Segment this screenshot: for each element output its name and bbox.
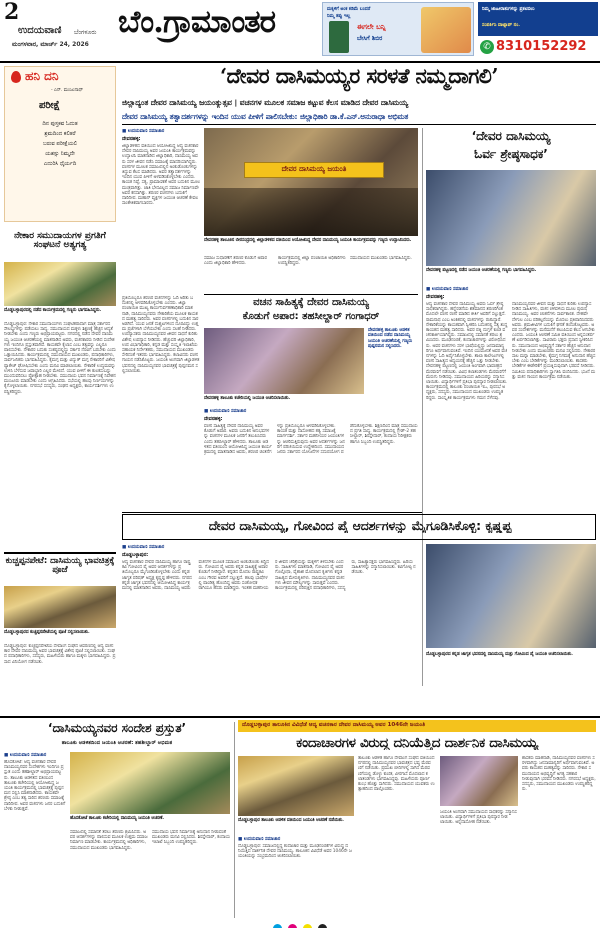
bottom-right-body-col3: ಜಯಂತಿ ಅಂಗವಾಗಿ ಸಮುದಾಯದ ಸಾಧಕರನ್ನು ಸನ್ಮಾನಿಸಲಾಯಿತು. ವಿದ್ಯಾರ್ಥಿಗಳಿಗೆ ಪ್ರತಿಭಾ ಪುರಸ್ಕಾರ ನೀಡಲಾಯಿತು. ಅನ್ನದಾಸೋಹ ನಡೆಯಿತು. [440,810,517,826]
ad-camp-line1: ಮಕ್ಕಳಿಗೆ ಅಂಕ ಕಡಿಮೆ ಬಂದರೆ [327,7,371,12]
poem-line-4: ಯಶಸ್ಸು ನಿಮ್ಮದೇ [45,151,75,157]
bottom-left-caption: ಹೊಸಕೋಟೆ ತಾಲೂಕು ಕಚೇರಿಯಲ್ಲಿ ದಾಸಿಮಯ್ಯ ಜಯಂತಿ ಆಚರಣೆ. [70,816,165,821]
story-right-headline-1: ‘ದೇವರ ದಾಸಿಮಯ್ಯ [471,129,551,143]
lead-body-col3: ಕಾರ್ಯಕ್ರಮದಲ್ಲಿ ಜಿಲ್ಲಾ ಪಂಚಾಯಿತಿ ಅಧಿಕಾರಿಗಳು ಉಪಸ್ಥಿತರಿದ್ದರು. [278,256,346,267]
poem-line-2: ಶ್ರಮದಿಂದ ಕಲಿತರೆ [44,131,76,137]
bottom-left-body-col3: ಸಮುದಾಯ ಭವನ ನಿರ್ಮಾಣಕ್ಕೆ ಅನುದಾನ ನೀಡುವಂತೆ ಮುಖಂಡರು ಮನವಿ ಸಲ್ಲಿಸಿದರು. ಶಿರಸ್ತೇದಾರ್, ಕಂದಾಯ ಇಲಾಖೆ ಸಿಬ್ಬಂದಿ ಉಪಸ್ಥಿತರಿದ್ದರು. [152,830,230,846]
lead-headline: ‘ದೇವರ ದಾಸಿಮಯ್ಯರ ಸರಳತೆ ನಮ್ಮದಾಗಲಿ’ [219,64,498,88]
hani-dani-box [4,66,116,222]
lead-photo-stage [204,188,418,236]
masthead-ad-camp [322,2,474,56]
ad-whatsapp-line2: ಸಂಪರ್ಕಿಸಿ ವಾಟ್ಸಾಪ್ ನಂ. [482,23,520,28]
bottom-right-kicker: ದೊಡ್ಡಬಳ್ಳಾಪುರ ತಾಲೂಕಿನ ವಿವಿಧೆಡೆ ಆದ್ಯ ವಚನಕಾರ ದೇವರ ದಾಸಿಮಯ್ಯ ಅವರ 1046ನೇ ಜಯಂತಿ [242,722,426,728]
krishnappa-headline-box [122,514,596,540]
poem-line-1: ದಿನ ಪುಸ್ತಕವ ಓದುತ [42,121,78,127]
bottom-right-body-col4: ಶಾಸಕರು ಮಾತನಾಡಿ, ದಾಸಿಮಯ್ಯನವರ ವಚನಗಳು ಸರಳವಾಗಿದ್ದು ಜನಸಾಮಾನ್ಯರಿಗೆ ಅರ್ಥವಾಗುವಂತಿವೆ. ಅವರು ಕಾಯಕದ ಮಹತ್ವವನ್ನು ಸಾರಿದರು. ನೇಕಾರ ಸಮುದಾಯದ ಅಭಿವೃದ್ಧಿಗೆ ಅಗತ್ಯ ಸಹಕಾರ ನೀಡುವುದಾಗಿ ಭರವಸೆ ನೀಡಿದರು. ನಗರಸಭೆ ಅಧ್ಯಕ್ಷರು, ಸದಸ್ಯರು, ಸಮುದಾಯದ ಮುಖಂಡರು ಉಪಸ್ಥಿತರಿದ್ದರು. [522,756,596,793]
poem-title: ಪರೀಕ್ಷೆ [39,100,61,111]
story-mid-headline-1: ವಚನ ಸಾಹಿತ್ಯಕ್ಕೆ ದೇವರ ದಾಸಿಮಯ್ಯ [253,297,369,308]
bottom-band-rule [0,716,600,718]
bottom-right-kicker-bar [238,720,596,732]
ad-camp-tagline2: ಬೇಸಿಗೆ ಶಿಬಿರ [357,35,383,42]
krishnappa-dateline: ದೊಡ್ಡಬಳ್ಳಾಪುರ: [122,553,149,558]
story-right-photo [426,170,596,266]
story-right-dateline: ದೇವನಹಳ್ಳಿ: [426,295,445,300]
lead-byline: ■ ಉದಯವಾಣಿ ಸಮಾಚಾರ [122,129,165,134]
bottom-divider [234,722,235,918]
lead-subhead-rule [122,124,596,125]
reg-mark-yellow [303,924,312,928]
bottom-right-photo [238,756,354,816]
story-right-headline-2: ಓರ್ವ ಶ್ರೇಷ್ಠಸಾಧಕ’ [474,147,548,161]
lead-dateline: ದೇವನಹಳ್ಳಿ: [122,137,141,142]
reg-mark-magenta [288,924,297,928]
ad-camp-tagline1: ಈಗಲೇ ಬನ್ನಿ [357,23,386,31]
page-number: 2 [4,0,20,25]
mid-story-top-rule [204,294,418,295]
story1-headline: ನೇಕಾರ ಸಮುದಾಯಗಳ ಪ್ರಗತಿಗೆ ಸಂಘಟನೆ ಅತ್ಯಗತ್ಯ [14,231,106,251]
story2-headline-box [4,552,116,582]
story1-caption: ದೊಡ್ಡಬಳ್ಳಾಪುರದಲ್ಲಿ ನಡೆದ ಕಾರ್ಯಕ್ರಮದಲ್ಲಿ ಗಣ್ಯರು ಭಾಗವಹಿಸಿದ್ದರು. [4,308,102,313]
lead-photo-banner [244,162,384,178]
lead-photo-caption: ದೇವನಹಳ್ಳಿ ತಾಲೂಕಿನ ಬೀರಸಂದ್ರದಲ್ಲಿ ಜಿಲ್ಲಾಡಳಿತದ ವತಿಯಿಂದ ಆಯೋಜಿಸಿದ್ದ ದೇವರ ದಾಸಿಮಯ್ಯ ಜಯಂತಿ ಕಾರ್ಯಕ್ರಮವನ್ನು ಗಣ್ಯರು ಉದ್ಘಾಟಿಸಿದರು. [204,238,412,243]
masthead-divider [0,61,600,63]
paper-name: ಉದಯವಾಣಿ [18,25,62,36]
bottom-right-headline: ಕಂದಾಚಾರಗಳ ವಿರುದ್ಧ ದನಿಯೆತ್ತಿದ ದಾರ್ಶನಿಕ ದಾಸಿಮಯ್ಯ [296,736,538,751]
lead-subhead2: ದೇವರ ದಾಸಿಮಯ್ಯ ತತ್ವಾದರ್ಶಗಳನ್ನು ಇಂದಿನ ಯುವ ಪೀಳಿಗೆ ಪಾಲಿಸಬೇಕು: ಜಿಲ್ಲಾಧಿಕಾರಿ ಡಾ.ಕೆ.ಎನ್.ಅನುರಾಧಾ ಅಭಿಮತ [122,112,409,121]
ad-camp-photo [421,7,471,53]
masthead [0,0,600,62]
ad-camp-phone-graphic [329,21,349,53]
bottom-right-photo-2 [440,756,518,806]
krishnappa-headline: ದೇವರ ದಾಸಿಮಯ್ಯ, ಗೋವಿಂದ ಪೈ ಆದರ್ಶಗಳನ್ನು ಮೈಗೂಡಿಸಿಕೊಳ್ಳಿ: ಕೃಷ್ಣಪ್ಪ [208,520,512,533]
section-title: ಬೆಂ.ಗ್ರಾಮಾಂತರ [118,4,276,40]
hani-dani-logo: ಹನಿ ದನಿ [25,69,59,83]
bottom-right-byline: ■ ಉದಯವಾಣಿ ಸಮಾಚಾರ [238,837,281,842]
reg-mark-cyan [273,924,282,928]
ad-camp-line2: ನಿಮ್ಮ ತಪ್ಪು ಇಲ್ಲ [327,14,351,19]
masthead-date: ಮಂಗಳವಾರ, ಮಾರ್ಚ್ 24, 2026 [12,41,89,48]
bottom-left-byline: ■ ಉದಯವಾಣಿ ಸಮಾಚಾರ [4,753,47,758]
story-mid-photo [204,328,364,394]
krishnappa-body: ಆದ್ಯ ವಚನಕಾರ ದೇವರ ದಾಸಿಮಯ್ಯ ಹಾಗೂ ರಾಷ್ಟ್ರಕವಿ ಗೋವಿಂದ ಪೈ ಅವರ ಆದರ್ಶಗಳನ್ನು ಪ್ರತಿಯೊಬ್ಬರೂ ಮೈಗೂಡಿಸಿಕೊಳ್ಳಬೇಕು ಎಂದು ಕನ್ನಡ ಜಾಗೃತ ಪರಿಷತ್ ಅಧ್ಯಕ್ಷ ಕೃಷ್ಣಪ್ಪ ಹೇಳಿದರು. ನಗರದ ಕನ್ನಡ ಜಾಗೃತ ಭವನದಲ್ಲಿ ಆಯೋಜಿಸಿದ್ದ ಕಾರ್ಯಕ್ರಮದಲ್ಲಿ ಮಾತನಾಡಿದ ಅವರು, ದಾಸಿಮಯ್ಯ ಅವರು ವಚನಗಳ ಮೂಲಕ ಸಮಾಜದ ಅಂಕುಡೊಂಕು ತಿದ್ದಿದರು. ಗೋವಿಂದ ಪೈ ಅವರು ಕನ್ನಡ ಸಾಹಿತ್ಯಕ್ಕೆ ಅಪಾರ ಕೊಡುಗೆ ನೀಡಿದ್ದಾರೆ. ಕನ್ನಡದ ಮೊದಲ ರಾಷ್ಟ್ರಕವಿ ಎಂಬ ಗೌರವ ಅವರಿಗೆ ಸಲ್ಲುತ್ತದೆ. ಹಲವು ಭಾಷೆಗಳಲ್ಲಿ ಪಾಂಡಿತ್ಯ ಹೊಂದಿದ್ದ ಅವರು ಸಂಶೋಧಕರಾಗಿಯೂ ಹೆಸರು ಮಾಡಿದ್ದರು. ಇಂತಹ ಮಹನೀಯರ ಜೀವನ ಚರಿತ್ರೆಯನ್ನು ಮಕ್ಕಳಿಗೆ ತಿಳಿಸಬೇಕು ಎಂದರು. ಸಾಹಿತಿಗಳು ಮಾತನಾಡಿ, ಗೋವಿಂದ ಪೈ ಅವರ ಗೊಲ್ಗೊಥಾ, ವೈಶಾಖಿ ಮೊದಲಾದ ಕೃತಿಗಳು ಕನ್ನಡ ಸಾಹಿತ್ಯದ ಮೇರುಕೃತಿಗಳು. ದಾಸಿಮಯ್ಯನವರ ವಚನಗಳು ಜೀವನ ಮೌಲ್ಯಗಳನ್ನು ಸಾರುತ್ತವೆ ಎಂದರು. ಕಾರ್ಯಕ್ರಮದಲ್ಲಿ ಪರಿಷತ್ತಿನ ಪದಾಧಿಕಾರಿಗಳು, ಸದಸ್ಯರು, ಸಾಹಿತ್ಯಾಸಕ್ತರು ಭಾಗವಹಿಸಿದ್ದರು. ಹಿರಿಯ ಸಾಹಿತಿಗಳನ್ನು ಸನ್ಮಾನಿಸಲಾಯಿತು. ಕವಿಗೋಷ್ಠಿ ನಡೆಯಿತು. [122,560,416,592]
ad-whatsapp-line1: ನಿಮ್ಮ ಜಾಹೀರಾತುಗಳನ್ನು ಪ್ರಕಟಿಸಲು [482,7,535,12]
story2-caption: ದೊಡ್ಡಬಳ್ಳಾಪುರದ ಕುಚ್ಚಪ್ಪನಪೇಟೆಯಲ್ಲಿ ಪೂಜೆ ಸಲ್ಲಿಸಲಾಯಿತು. [4,630,90,635]
poem-line-5: ಎದುರಿಸಿ ಧೈರ್ಯದಿ [43,161,77,167]
story1-photo [4,262,116,306]
story2-body: ದೊಡ್ಡಬಳ್ಳಾಪುರ: ಕುಚ್ಚಪ್ಪನಪೇಟೆಯ ದೇವಾಂಗ ಸಂಘದ ಆವರಣದಲ್ಲಿ ಆದ್ಯ ವಚನಕಾರ ದೇವರ ದಾಸಿಮಯ್ಯ ಅವರ ಭಾವಚಿತ್ರಕ್ಕೆ ವಿಶೇಷ ಪೂಜೆ ಸಲ್ಲಿಸಲಾಯಿತು. ಸಂಘದ ಪದಾಧಿಕಾರಿಗಳು, ಸದಸ್ಯರು, ಮಹಿಳೆಯರು ಹಾಗೂ ಮಕ್ಕಳು ಭಾಗವಹಿಸಿದ್ದರು. ಪ್ರಸಾದ ವಿನಿಯೋಗ ನಡೆಯಿತು. [4,644,116,665]
ad-whatsapp-top [478,2,598,36]
krishnappa-photo [426,544,596,648]
hani-dani-logo-icon [11,71,21,83]
ad-whatsapp-phone: 8310152292 [496,39,587,54]
bottom-left-subhead: ತಾಲೂಕು ಆಡಳಿತದಿಂದ ಜಯಂತಿ ಆಚರಣೆ: ತಹಶೀಲ್ದಾರ್ ಅಭಿಮತ [61,740,173,746]
story-mid-side-text: ದೇವನಹಳ್ಳಿ ತಾಲೂಕು ಆಡಳಿತ ವತಿಯಿಂದ ನಡೆದ ದಾಸಿಮಯ್ಯ ಜಯಂತಿ ಆಚರಣೆಯಲ್ಲಿ ಗಣ್ಯರು ಪುಷ್ಪನಮನ ಸಲ್ಲಿಸಿದರು. [368,328,413,350]
lead-body-col1: ಜಿಲ್ಲಾಡಳಿತದ ವತಿಯಿಂದ ಆಯೋಜಿಸಿದ್ದ ಆದ್ಯ ವಚನಕಾರ ದೇವರ ದಾಸಿಮಯ್ಯ ಅವರ ಜಯಂತಿ ಕಾರ್ಯಕ್ರಮವನ್ನು ಉದ್ಘಾಟಿಸಿ ಮಾತನಾಡಿದ ಜಿಲ್ಲಾಧಿಕಾರಿ, ದಾಸಿಮಯ್ಯ ಅವರು ಸರಳ ಜೀವನ ನಡೆಸಿ ಸಮಾಜಕ್ಕೆ ಮಾದರಿಯಾಗಿದ್ದರು. ವಚನಗಳ ಮೂಲಕ ಸಮಾಜದಲ್ಲಿನ ಅಂಕುಡೊಂಕುಗಳನ್ನು ತಿದ್ದುವ ಕೆಲಸ ಮಾಡಿದರು. ಅವರ ತತ್ವಾದರ್ಶಗಳನ್ನು ಇಂದಿನ ಯುವ ಪೀಳಿಗೆ ಅಳವಡಿಸಿಕೊಳ್ಳಬೇಕು ಎಂದರು. ಕಾಯಕ ನಿಷ್ಠೆ, ಸತ್ಯ, ಪ್ರಾಮಾಣಿಕತೆ ಅವರ ಬದುಕಿನ ಮೂಲ ಮಂತ್ರವಾಗಿತ್ತು. ಜಾತಿ ಭೇದವಿಲ್ಲದ ಸಮಾಜ ನಿರ್ಮಾಣವೇ ಅವರ ಕನಸಾಗಿತ್ತು. ಶರಣರ ವಚನಗಳು ಬದುಕಿಗೆ ದಾರಿದೀಪ. ಮಹಾನ್ ವ್ಯಕ್ತಿಗಳ ಜಯಂತಿ ಆಚರಣೆ ಕೇವಲ ಸಾಂಕೇತಿಕವಾಗಬಾರದು. [122,144,200,207]
krishnappa-top-rule [122,512,422,513]
bottom-right-caption: ದೊಡ್ಡಬಳ್ಳಾಪುರ ತಾಲೂಕು ಆಡಳಿತ ವತಿಯಿಂದ ಜಯಂತಿ ಆಚರಣೆ ನಡೆಯಿತು. [238,818,344,823]
reg-mark-black [318,924,327,928]
bottom-left-body-col2: ಸಮಾಜದಲ್ಲಿ ಸಮಾನತೆ ತರಲು ಶರಣರು ಶ್ರಮಿಸಿದರು. ಅವರ ಆದರ್ಶಗಳನ್ನು ಪಾಲಿಸುವ ಮೂಲಕ ಉತ್ತಮ ಸಮಾಜ ನಿರ್ಮಾಣ ಮಾಡಬೇಕು. ಕಾರ್ಯಕ್ರಮದಲ್ಲಿ ಅಧಿಕಾರಿಗಳು, ಸಮುದಾಯದ ಮುಖಂಡರು ಭಾಗವಹಿಸಿದ್ದರು. [70,830,148,851]
lead-body-continued: ಪ್ರತಿಯೊಬ್ಬರೂ ಶರಣರ ವಚನಗಳನ್ನು ಓದಿ ಅರಿತು ಬದುಕಿನಲ್ಲಿ ಅಳವಡಿಸಿಕೊಳ್ಳಬೇಕು ಎಂದರು. ಜಿಲ್ಲಾ ಪಂಚಾಯಿತಿ ಮುಖ್ಯ ಕಾರ್ಯನಿರ್ವಹಣಾಧಿಕಾರಿ ಮಾತನಾಡಿ, ದಾಸಿಮಯ್ಯನವರು ನೇಕಾರಿಕೆಯ ಮೂಲಕ ಕಾಯಕದ ಮಹತ್ವ ಸಾರಿದರು. ಅವರ ವಚನಗಳಲ್ಲಿ ಬದುಕಿನ ಸಾರ ಅಡಗಿದೆ. ಯುವ ಜನತೆ ದುಶ್ಚಟಗಳಿಂದ ದೂರವಿದ್ದು ಉತ್ತಮ ಪ್ರಜೆಗಳಾಗಿ ಬೆಳೆಯಬೇಕು ಎಂದು ಸಲಹೆ ನೀಡಿದರು. ಉಪನ್ಯಾಸಕರು ದಾಸಿಮಯ್ಯನವರ ಜೀವನ ಸಾಧನೆ ಕುರಿತು ವಿಶೇಷ ಉಪನ್ಯಾಸ ನೀಡಿದರು. ಹೆಚ್ಚುವರಿ ಜಿಲ್ಲಾಧಿಕಾರಿ, ಉಪ ವಿಭಾಗಾಧಿಕಾರಿ, ಕನ್ನಡ ಮತ್ತು ಸಂಸ್ಕೃತಿ ಇಲಾಖೆಯ ಸಹಾಯಕ ನಿರ್ದೇಶಕರು, ಸಮುದಾಯದ ಮುಖಂಡರು ಸೇರಿದಂತೆ ಇತರರು ಭಾಗವಹಿಸಿದ್ದರು. ಕಲಾವಿದರು ವಚನ ಗಾಯನ ನಡೆಸಿಕೊಟ್ಟರು. ಜಯಂತಿ ಅಂಗವಾಗಿ ಜಿಲ್ಲಾಡಳಿತ ಭವನದಲ್ಲಿ ದಾಸಿಮಯ್ಯನವರ ಭಾವಚಿತ್ರಕ್ಕೆ ಪುಷ್ಪನಮನ ಸಲ್ಲಿಸಲಾಯಿತು. [122,296,200,374]
bottom-left-body-col1: ಹೊಸಕೋಟೆ: ಆದ್ಯ ವಚನಕಾರ ದೇವರ ದಾಸಿಮಯ್ಯನವರ ಸಂದೇಶಗಳು ಇಂದಿಗೂ ಪ್ರಸ್ತುತ ಎಂದು ತಹಶೀಲ್ದಾರ್ ಅಭಿಪ್ರಾಯಪಟ್ಟರು. ತಾಲೂಕು ಆಡಳಿತದ ವತಿಯಿಂದ ತಾಲೂಕು ಕಚೇರಿಯಲ್ಲಿ ಆಯೋಜಿಸಿದ್ದ ಜಯಂತಿ ಕಾರ್ಯಕ್ರಮದಲ್ಲಿ ಭಾವಚಿತ್ರಕ್ಕೆ ಪುಷ್ಪನಮನ ಸಲ್ಲಿಸಿ ಮಾತನಾಡಿದರು. ಕಾಯಕವೇ ಶ್ರೇಷ್ಠ ಎಂಬ ತತ್ವ ಸಾರಿದ ಶರಣರು ಸಮಾಜಕ್ಕೆ ದಾರಿದೀಪ. ಅವರ ವಚನಗಳು ಜನರ ಬದುಕಿಗೆ ಬೆಳಕು ನೀಡುತ್ತವೆ. [4,760,66,812]
krishnappa-caption: ದೊಡ್ಡಬಳ್ಳಾಪುರದ ಕನ್ನಡ ಜಾಗೃತ ಭವನದಲ್ಲಿ ದಾಸಿಮಯ್ಯ ಮತ್ತು ಗೋವಿಂದ ಪೈ ಜಯಂತಿ ಆಚರಿಸಲಾಯಿತು. [426,652,573,657]
bottom-right-body-col2: ತಾಲೂಕು ಆಡಳಿತ ಹಾಗೂ ದೇವಾಂಗ ಸಂಘದ ವತಿಯಿಂದ ನಗರದಲ್ಲಿ ದಾಸಿಮಯ್ಯನವರ ಭಾವಚಿತ್ರದ ಭವ್ಯ ಮೆರವಣಿಗೆ ನಡೆಯಿತು. ಪ್ರಮುಖ ಬೀದಿಗಳಲ್ಲಿ ಸಾಗಿದ ಮೆರವಣಿಗೆಯಲ್ಲಿ ಡೊಳ್ಳು ಕುಣಿತ, ವೀರಗಾಸೆ ಮೊದಲಾದ ಕಲಾತಂಡಗಳು ಭಾಗವಹಿಸಿದ್ದವು. ಮಹಿಳೆಯರು ಪೂರ್ಣಕುಂಭ ಹೊತ್ತು ಸಾಗಿದರು. ಸಮುದಾಯದ ಯುವಕರು ಉತ್ಸಾಹದಿಂದ ಪಾಲ್ಗೊಂಡರು. [358,756,435,793]
lead-body-col4: ಸಮುದಾಯದ ಮುಖಂಡರು ಭಾಗವಹಿಸಿದ್ದರು. [350,256,412,261]
whatsapp-icon: ✆ [480,40,494,54]
poem-line-3: ಬರುವ ಪರೀಕ್ಷೆಯಲಿ [43,141,77,147]
right-column-divider [422,128,423,686]
story-mid-dateline: ದೇವನಹಳ್ಳಿ: [204,417,223,422]
story-right-caption: ದೇವನಹಳ್ಳಿ ಪಟ್ಟಣದಲ್ಲಿ ನಡೆದ ಜಯಂತಿ ಆಚರಣೆಯಲ್ಲಿ ಗಣ್ಯರು ಭಾಗವಹಿಸಿದ್ದರು. [426,268,537,273]
hani-dani-author: - ಎನ್. ಮಂಜುನಾಥ್ [51,88,83,93]
story-mid-headline-2: ಕೊಡುಗೆ ಅಪಾರ: ತಹಸೀಲ್ದಾರ್ ಗಂಗಾಧರ್ [242,311,380,322]
masthead-city: ಬೆಂಗಳೂರು [74,29,97,36]
story-mid-caption: ದೇವನಹಳ್ಳಿ ತಾಲೂಕು ಕಚೇರಿಯಲ್ಲಿ ಜಯಂತಿ ಆಚರಿಸಲಾಯಿತು. [204,396,291,401]
lead-body-col2: ಸಮಾಜ ಸುಧಾರಣೆಗೆ ಶರಣರ ಕೊಡುಗೆ ಅಪಾರ ಎಂದು ಜಿಲ್ಲಾಧಿಕಾರಿ ಹೇಳಿದರು. [204,256,267,267]
story1-body: ದೊಡ್ಡಬಳ್ಳಾಪುರ: ನೇಕಾರ ಸಮುದಾಯಗಳು ಸಂಘಟಿತರಾದಾಗ ಮಾತ್ರ ಸರ್ಕಾರದ ಸೌಲಭ್ಯಗಳನ್ನು ಪಡೆಯಲು ಸಾಧ್ಯ. ಸಮುದಾಯದ ಮಕ್ಕಳು ಶಿಕ್ಷಣಕ್ಕೆ ಹೆಚ್ಚಿನ ಆದ್ಯತೆ ನೀಡಬೇಕು ಎಂದು ಗಣ್ಯರು ಅಭಿಪ್ರಾಯಪಟ್ಟರು. ನಗರದಲ್ಲಿ ನಡೆದ ದೇವರ ದಾಸಿಮಯ್ಯ ಜಯಂತಿ ಆಚರಣೆಯಲ್ಲಿ ಮಾತನಾಡಿದ ಅವರು, ವಚನಕಾರರು ನೀಡಿದ ಸಂದೇಶಗಳು ಇಂದಿಗೂ ಪ್ರಸ್ತುತವಾಗಿವೆ. ಕಾಯಕವೇ ಕೈಲಾಸ ಎಂಬ ತತ್ವವನ್ನು ಎಲ್ಲರೂ ಪಾಲಿಸಬೇಕು. ನೇಕಾರರ ಬದುಕು ಸಂಕಷ್ಟದಲ್ಲಿದ್ದು ಸರ್ಕಾರ ನೆರವಿಗೆ ಬರಬೇಕು ಎಂದು ಒತ್ತಾಯಿಸಿದರು. ಕಾರ್ಯಕ್ರಮದಲ್ಲಿ ಸಮುದಾಯದ ಮುಖಂಡರು, ಪದಾಧಿಕಾರಿಗಳು, ಸಾರ್ವಜನಿಕರು ಭಾಗವಹಿಸಿದ್ದರು. ಕೈಮಗ್ಗ ಮತ್ತು ವಿದ್ಯುತ್ ಮಗ್ಗ ನೇಕಾರರಿಗೆ ವಿಶೇಷ ಪ್ಯಾಕೇಜ್ ಘೋಷಿಸಬೇಕು ಎಂದು ಮನವಿ ಮಾಡಲಾಯಿತು. ನೇಕಾರಿಕೆ ಉದ್ಯಮವನ್ನು ಉಳಿಸಿ ಬೆಳೆಸುವ ಜವಾಬ್ದಾರಿ ಎಲ್ಲರ ಮೇಲಿದೆ. ಯುವ ಪೀಳಿಗೆ ಈ ಕುಲಕಸುಬನ್ನು ಮುಂದುವರಿಸಲು ಪ್ರೋತ್ಸಾಹ ನೀಡಬೇಕು. ಸಮುದಾಯ ಭವನ ನಿರ್ಮಾಣಕ್ಕೆ ನಿವೇಶನ ಮಂಜೂರು ಮಾಡಬೇಕು ಎಂದು ಆಗ್ರಹಿಸಿದರು. ಸಭೆಯಲ್ಲಿ ಹಲವು ನಿರ್ಣಯಗಳನ್ನು ಕೈಗೊಳ್ಳಲಾಯಿತು. ನಗರಸಭೆ ಸದಸ್ಯರು, ಸಂಘದ ಅಧ್ಯಕ್ಷರು, ಕಾರ್ಯದರ್ಶಿಗಳು ಉಪಸ್ಥಿತರಿದ್ದರು. [4,322,116,395]
krishnappa-byline: ■ ಉದಯವಾಣಿ ಸಮಾಚಾರ [122,545,165,550]
lead-photo [204,128,418,236]
bottom-left-headline: ‘ದಾಸಿಮಯ್ಯನವರ ಸಂದೇಶ ಪ್ರಸ್ತುತ’ [47,721,187,735]
registration-marks [0,918,600,928]
story-mid-byline: ■ ಉದಯವಾಣಿ ಸಮಾಚಾರ [204,409,247,414]
bottom-left-photo [70,752,230,814]
bottom-right-body-col1: ದೊಡ್ಡಬಳ್ಳಾಪುರ: ಸಮಾಜದಲ್ಲಿದ್ದ ಕಂದಾಚಾರ ಮತ್ತು ಮೂಢನಂಬಿಕೆಗಳ ವಿರುದ್ಧ ದನಿಯೆತ್ತಿದ ದಾರ್ಶನಿಕ ದೇವರ ದಾಸಿಮಯ್ಯ. ತಾಲೂಕಿನ ವಿವಿಧೆಡೆ ಅವರ 1046ನೇ ಜಯಂತಿಯನ್ನು ಸಂಭ್ರಮದಿಂದ ಆಚರಿಸಲಾಯಿತು. [238,844,352,860]
story-mid-body: ವಚನ ಸಾಹಿತ್ಯಕ್ಕೆ ದೇವರ ದಾಸಿಮಯ್ಯ ಅವರ ಕೊಡುಗೆ ಅಪಾರ. ಅವರು ಬದುಕಿನ ಅನುಭವಗಳನ್ನು ವಚನಗಳ ಮೂಲಕ ಜನರಿಗೆ ತಲುಪಿಸಿದರು ಎಂದು ತಹಸೀಲ್ದಾರ್ ಹೇಳಿದರು. ತಾಲೂಕು ಆಡಳಿತದ ವತಿಯಿಂದ ಆಯೋಜಿಸಿದ್ದ ಜಯಂತಿ ಕಾರ್ಯಕ್ರಮದಲ್ಲಿ ಮಾತನಾಡಿದ ಅವರು, ಶರಣರ ಚಿಂತನೆಗಳನ್ನು ಪ್ರತಿಯೊಬ್ಬರೂ ಅಳವಡಿಸಿಕೊಳ್ಳಬೇಕು. ಕಾಯಕ ಮತ್ತು ದಾಸೋಹದ ತತ್ವ ಸಮಾಜಕ್ಕೆ ಮಾರ್ಗದರ್ಶಿ. ಸರ್ಕಾರ ಮಹನೀಯರ ಜಯಂತಿಗಳನ್ನು ಆಚರಿಸುತ್ತಿರುವುದು ಅವರ ಆದರ್ಶಗಳನ್ನು ಜನರಿಗೆ ಪರಿಚಯಿಸುವ ಉದ್ದೇಶದಿಂದ. ಸಮುದಾಯದ ಜನರು ಸರ್ಕಾರದ ಯೋಜನೆಗಳ ಸದುಪಯೋಗ ಪಡೆದುಕೊಳ್ಳಬೇಕು. ಶಿಕ್ಷಣದಿಂದ ಮಾತ್ರ ಸಮುದಾಯದ ಪ್ರಗತಿ ಸಾಧ್ಯ. ಕಾರ್ಯಕ್ರಮದಲ್ಲಿ ಗ್ರೇಡ್-2 ತಹಸೀಲ್ದಾರ್, ಶಿರಸ್ತೇದಾರ್, ಕಂದಾಯ ನಿರೀಕ್ಷಕರು ಹಾಗೂ ಸಿಬ್ಬಂದಿ ಉಪಸ್ಥಿತರಿದ್ದರು. [204,424,418,456]
lead-subhead1: ಜಿಲ್ಲಾದ್ಯಂತ ದೇವರ ದಾಸಿಮಯ್ಯ ಜಯಂತ್ಯುತ್ಸವ | ವಚನಗಳ ಮೂಲಕ ಸಮಾಜ ಕಟ್ಟುವ ಕೆಲಸ ಮಾಡಿದ ದೇವರ ದಾಸಿಮಯ್ಯ [122,98,409,107]
story2-headline: ಕುಚ್ಚಪ್ಪನಪೇಟೆ: ದಾಸಿಮಯ್ಯ ಭಾವಚಿತ್ರಕ್ಕೆ ಪೂಜೆ [5,556,115,575]
lead-photo-banner-text: ದೇವರ ದಾಸಿಮಯ್ಯ ಜಯಂತಿ [281,165,347,173]
story-right-body-col1: ಆದ್ಯ ವಚನಕಾರ ದೇವರ ದಾಸಿಮಯ್ಯ ಅವರು ಓರ್ವ ಶ್ರೇಷ್ಠ ಸಾಧಕರಾಗಿದ್ದರು. ಹನ್ನೆರಡನೆಯ ಶತಮಾನದ ಶರಣರಿಗಿಂತ ಮೊದಲೇ ವಚನ ರಚನೆ ಮಾಡಿದ ಕೀರ್ತಿ ಅವರಿಗೆ ಸಲ್ಲುತ್ತದೆ. ರಾಮನಾಥ ಎಂಬ ಅಂಕಿತದಲ್ಲಿ ವಚನಗಳನ್ನು ರಚಿಸಿದ್ದಾರೆ. ನೇಕಾರಿಕೆಯನ್ನು ಕಾಯಕವಾಗಿ ಸ್ವೀಕರಿಸಿ ಬದುಕಿನಲ್ಲಿ ಸತ್ಯ ಶುದ್ಧ ಕಾಯಕದ ಮಹತ್ವ ಸಾರಿದರು. ಅವರ ಪತ್ನಿ ದುಗ್ಗಳೆ ಕೂಡ ವಚನಕಾರ್ತಿಯಾಗಿದ್ದರು. ಸಮಾಜದಲ್ಲಿ ಸಮಾನತೆ ತರಲು ಶ್ರಮಿಸಿದರು. ಮೂಢನಂಬಿಕೆ, ಕಂದಾಚಾರಗಳನ್ನು ವಿರೋಧಿಸಿದರು. ಅವರ ವಚನಗಳು ಸರಳ ಭಾಷೆಯಲ್ಲಿದ್ದು ಜನಸಾಮಾನ್ಯರಿಗೂ ಅರ್ಥವಾಗುವಂತಿವೆ. ಇಂದಿನ ಯುವಜನತೆ ಅವರ ವಚನಗಳನ್ನು ಓದಿ ಅರ್ಥೈಸಿಕೊಳ್ಳಬೇಕು. ಶಾಲಾ ಕಾಲೇಜುಗಳಲ್ಲಿ ವಚನ ಸಾಹಿತ್ಯದ ಅಧ್ಯಯನಕ್ಕೆ ಹೆಚ್ಚಿನ ಒತ್ತು ನೀಡಬೇಕು. ದೇವನಹಳ್ಳಿ ಪಟ್ಟಣದಲ್ಲಿ ಜಯಂತಿ ಅಂಗವಾಗಿ ಭಾವಚಿತ್ರದ ಮೆರವಣಿಗೆ ನಡೆಯಿತು. ವಿವಿಧ ಕಲಾತಂಡಗಳು ಮೆರವಣಿಗೆಗೆ ಮೆರುಗು ನೀಡಿದವು. ಸಮುದಾಯದ ಹಿರಿಯರನ್ನು ಸನ್ಮಾನಿಸಲಾಯಿತು. ವಿದ್ಯಾರ್ಥಿಗಳಿಗೆ ಪ್ರತಿಭಾ ಪುರಸ್ಕಾರ ನೀಡಲಾಯಿತು. ಕಾರ್ಯಕ್ರಮದಲ್ಲಿ ತಾಲೂಕು ಪಂಚಾಯಿತಿ ಇಒ, ಪುರಸಭೆ ಅಧ್ಯಕ್ಷರು, ಸದಸ್ಯರು, ಸಮುದಾಯದ ಮುಖಂಡರು ಉಪಸ್ಥಿತರಿದ್ದರು. ಸಾಂಸ್ಕೃತಿಕ ಕಾರ್ಯಕ್ರಮಗಳು ಗಮನ ಸೆಳೆದವು. [426,302,508,401]
story-right-byline: ■ ಉದಯವಾಣಿ ಸಮಾಚಾರ [426,287,469,292]
story-right-body-col2: ದಾಸಿಮಯ್ಯನವರ ಜೀವನ ಮತ್ತು ಸಾಧನೆ ಕುರಿತು ಉಪನ್ಯಾಸ ನೀಡಿದ ಸಾಹಿತಿಗಳು, ವಚನ ಚಳವಳಿಯ ಮೂಲ ಪುರುಷ ದಾಸಿಮಯ್ಯ. ಅವರ ಚಿಂತನೆಗಳು ಸಾರ್ವಕಾಲಿಕ. ದೇಹವೇ ದೇಗುಲ ಎಂಬ ಪರಿಕಲ್ಪನೆಯನ್ನು ಮೊದಲು ಪ್ರತಿಪಾದಿಸಿದವರು ಅವರು. ಶ್ರಮಜೀವಿಗಳ ಬದುಕಿಗೆ ಘನತೆ ತಂದುಕೊಟ್ಟವರು. ಅವರ ಸಂದೇಶಗಳನ್ನು ಮನೆಮನೆಗೆ ತಲುಪಿಸುವ ಕೆಲಸ ಆಗಬೇಕು ಎಂದರು. ಜಯಂತಿ ಆಚರಣೆ ಸಮಿತಿ ವತಿಯಿಂದ ಅನ್ನಸಂತರ್ಪಣೆ ಏರ್ಪಡಿಸಲಾಗಿತ್ತು. ಸಾವಿರಾರು ಭಕ್ತರು ಪ್ರಸಾದ ಸ್ವೀಕರಿಸಿದರು. ಸಮುದಾಯದ ಅಭಿವೃದ್ಧಿಗೆ ಸರ್ಕಾರ ಹೆಚ್ಚಿನ ಅನುದಾನ ನೀಡಬೇಕು ಎಂದು ಮುಖಂಡರು ಮನವಿ ಸಲ್ಲಿಸಿದರು. ನೇಕಾರರ ಸಾಲ ಮನ್ನಾ ಮಾಡಬೇಕು, ಕೈಮಗ್ಗ ನಿಗಮಕ್ಕೆ ಅನುದಾನ ಹೆಚ್ಚಿಸಬೇಕು ಎಂಬ ಬೇಡಿಕೆಗಳನ್ನು ಮಂಡಿಸಲಾಯಿತು. ಶಾಸಕರು ಬೇಡಿಕೆಗಳ ಈಡೇರಿಕೆಗೆ ಪ್ರಯತ್ನಿಸುವುದಾಗಿ ಭರವಸೆ ನೀಡಿದರು. ಸಮಿತಿಯ ಪದಾಧಿಕಾರಿಗಳು ಸ್ವಾಗತಿಸಿ ವಂದಿಸಿದರು. ಭಜನೆ ಮತ್ತು ವಚನ ಗಾಯನ ಕಾರ್ಯಕ್ರಮ ನಡೆಯಿತು. [512,302,596,380]
story2-photo [4,586,116,628]
masthead-ad-whatsapp [478,2,598,56]
